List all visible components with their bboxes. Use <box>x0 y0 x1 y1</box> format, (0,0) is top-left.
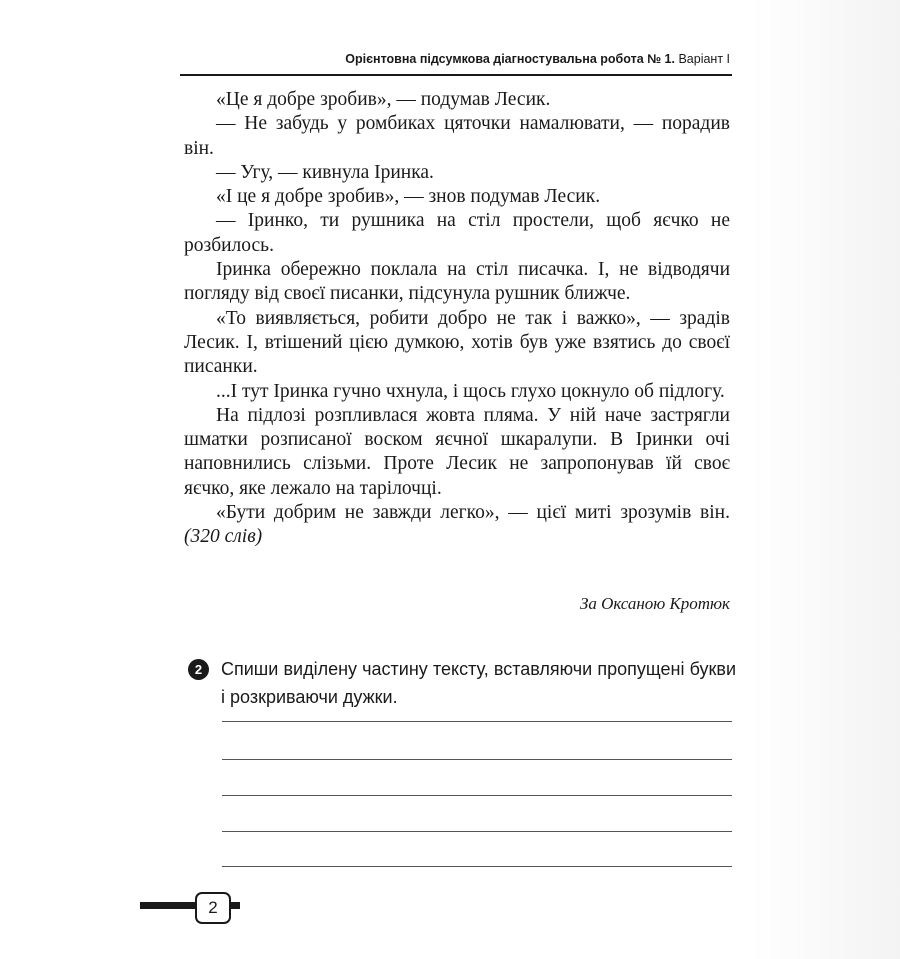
header-variant: Варіант І <box>678 52 730 66</box>
answer-line[interactable] <box>222 866 732 867</box>
task-number-badge: 2 <box>188 659 209 680</box>
answer-line[interactable] <box>222 795 732 796</box>
task-block <box>188 655 736 711</box>
answer-line[interactable] <box>222 721 732 722</box>
story-paragraph: «І це я добре зробив», — знов подумав Лесик. <box>216 186 601 208</box>
story-paragraph: — Угу, — кивнула Іринка. <box>216 161 434 183</box>
page-number: 2 <box>195 892 231 924</box>
story-paragraph: — Іринко, ти рушника на стіл простели, щоб яєчко не розбилось. <box>184 210 730 256</box>
story-paragraph: ...І тут Іринка гучно чхнула, і щось глухо цокнуло об підлогу. <box>216 380 725 402</box>
story-text <box>184 88 730 550</box>
task-instruction: Спиши виділену частину тексту, вставляючи пропущені букви і розкриваючи дужки. <box>221 659 736 707</box>
story-paragraph: «Це я добре зробив», — подумав Лесик. <box>216 89 551 110</box>
story-paragraph: На підлозі розпливлася жовта пляма. У ній наче застрягли шматки розписаної воском яєчної шкаралупи. В Іринки очі наповнились слізьми. Проте Лесик не запропонував їй своє яєчко, яке лежало на тарілочці. <box>184 404 730 499</box>
answer-line[interactable] <box>222 759 732 760</box>
word-count: (320 слів) <box>184 526 263 548</box>
story-author: За Оксаною Кротюк <box>579 594 730 613</box>
page-edge-shadow <box>750 0 900 959</box>
story-paragraph: Іринка обережно поклала на стіл писачка. І, не відводячи погляду від своєї писанки, підсунула рушник ближче. <box>184 259 730 305</box>
header-rule <box>180 74 732 76</box>
story-paragraph: «Бути добрим не завжди легко», — цієї миті зрозумів він. <box>216 502 730 524</box>
story-last-paragraph <box>184 501 730 550</box>
page-header <box>340 52 730 66</box>
header-title: Орієнтовна підсумкова діагностувальна робота № 1. <box>345 52 675 66</box>
answer-line[interactable] <box>222 831 732 832</box>
story-paragraph: «То виявляється, робити добро не так і важко», — зрадів Лесик. І, втішений цією думкою, хотів був уже взятись до своєї писанки. <box>184 307 730 378</box>
story-paragraph: — Не забудь у ромбиках цяточки намалювати, — порадив він. <box>184 113 730 159</box>
